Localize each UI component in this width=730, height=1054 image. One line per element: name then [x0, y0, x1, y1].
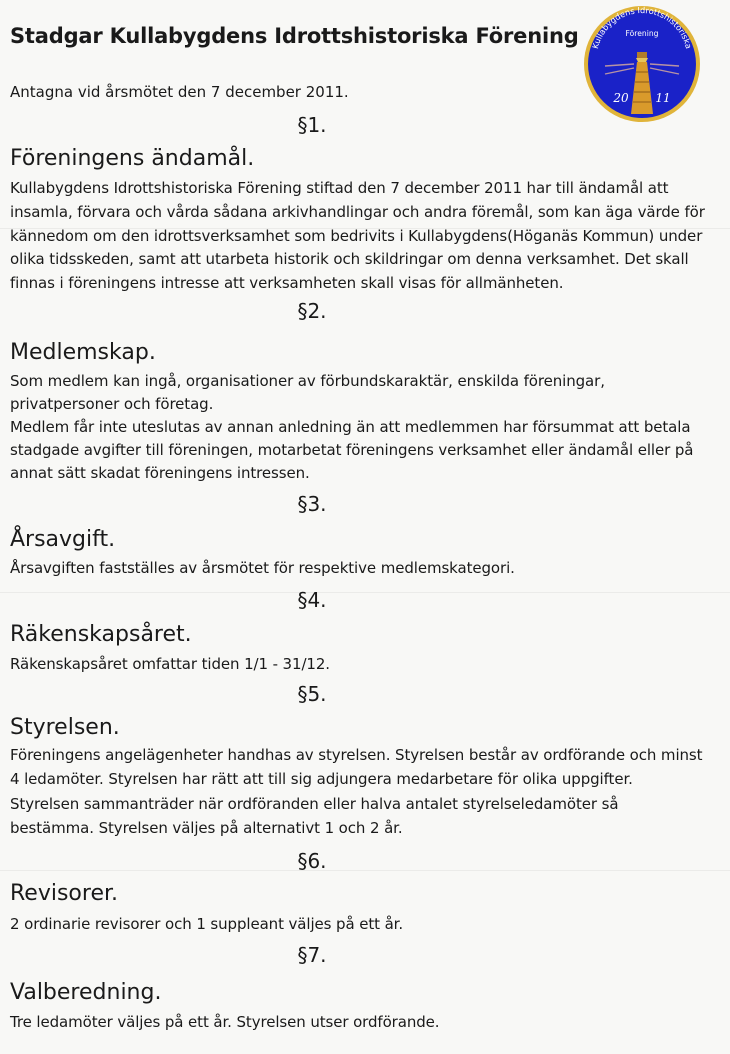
section-5-line: Styrelsen sammanträder när ordföranden eller halva antalet styrelseledamöter så: [10, 795, 619, 813]
section-2-line: privatpersoner och företag.: [10, 395, 214, 413]
section-1-line: finnas i föreningens intresse att verksamheten skall visas för allmänheten.: [10, 274, 564, 292]
section-2-line: Som medlem kan ingå, organisationer av förbundskaraktär, enskilda föreningar,: [10, 372, 605, 390]
section-2-line: Medlem får inte uteslutas av annan anledning än att medlemmen har försummat att betala: [10, 418, 691, 436]
section-6-heading: Revisorer.: [10, 881, 119, 906]
section-1-line: olika tidsskeden, samt att utarbeta historik och skildringar om denna verksamhet. Det skall: [10, 250, 689, 268]
section-2-line: annat sätt skadat föreningens intressen.: [10, 464, 310, 482]
logo-year-left: 20: [613, 91, 629, 105]
section-1-heading: Föreningens ändamål.: [10, 146, 255, 171]
adoption-date: Antagna vid årsmötet den 7 december 2011.: [10, 83, 349, 101]
section-3-heading: Årsavgift.: [10, 527, 116, 552]
association-logo: [579, 2, 705, 126]
logo-year-right: 11: [655, 91, 671, 105]
logo-text-bottom: Förening: [625, 29, 659, 38]
section-5-line: 4 ledamöter. Styrelsen har rätt att till sig adjungera medarbetare för olika uppgifter.: [10, 770, 633, 788]
paper-fold: [0, 592, 730, 593]
section-7-mark: §7.: [297, 943, 327, 967]
section-5-line: Föreningens angelägenheter handhas av styrelsen. Styrelsen består av ordförande och minst: [10, 746, 703, 764]
section-1-line: kännedom om den idrottsverksamhet som bedrivits i Kullabygdens(Höganäs Kommun) under: [10, 227, 703, 245]
section-5-line: bestämma. Styrelsen väljes på alternativt 1 och 2 år.: [10, 819, 403, 837]
section-1-line: insamla, förvara och vårda sådana arkivhandlingar och andra föremål, som kan äga värde för: [10, 203, 705, 221]
section-4-line: Räkenskapsåret omfattar tiden 1/1 - 31/12.: [10, 655, 330, 673]
section-4-mark: §4.: [297, 588, 327, 612]
section-1-line: Kullabygdens Idrottshistoriska Förening stiftad den 7 december 2011 har till ändamål att: [10, 179, 669, 197]
section-3-line: Årsavgiften fastställes av årsmötet för respektive medlemskategori.: [10, 559, 515, 577]
section-6-mark: §6.: [297, 849, 327, 873]
section-4-heading: Räkenskapsåret.: [10, 622, 192, 647]
logo-text-top: Kullabygdens Idrottshistoriska: [590, 4, 694, 50]
section-3-mark: §3.: [297, 492, 327, 516]
paper-fold: [0, 870, 730, 871]
document-title: Stadgar Kullabygdens Idrottshistoriska Förening: [10, 24, 579, 48]
section-5-mark: §5.: [297, 682, 327, 706]
section-2-heading: Medlemskap.: [10, 340, 156, 365]
section-1-mark: §1.: [297, 113, 327, 137]
section-5-heading: Styrelsen.: [10, 715, 120, 740]
section-2-line: stadgade avgifter till föreningen, motarbetat föreningens verksamhet eller ändamål eller på: [10, 441, 694, 459]
section-7-heading: Valberedning.: [10, 980, 162, 1005]
section-7-line: Tre ledamöter väljes på ett år. Styrelsen utser ordförande.: [10, 1013, 440, 1031]
section-6-line: 2 ordinarie revisorer och 1 suppleant väljes på ett år.: [10, 915, 404, 933]
section-2-mark: §2.: [297, 299, 327, 323]
